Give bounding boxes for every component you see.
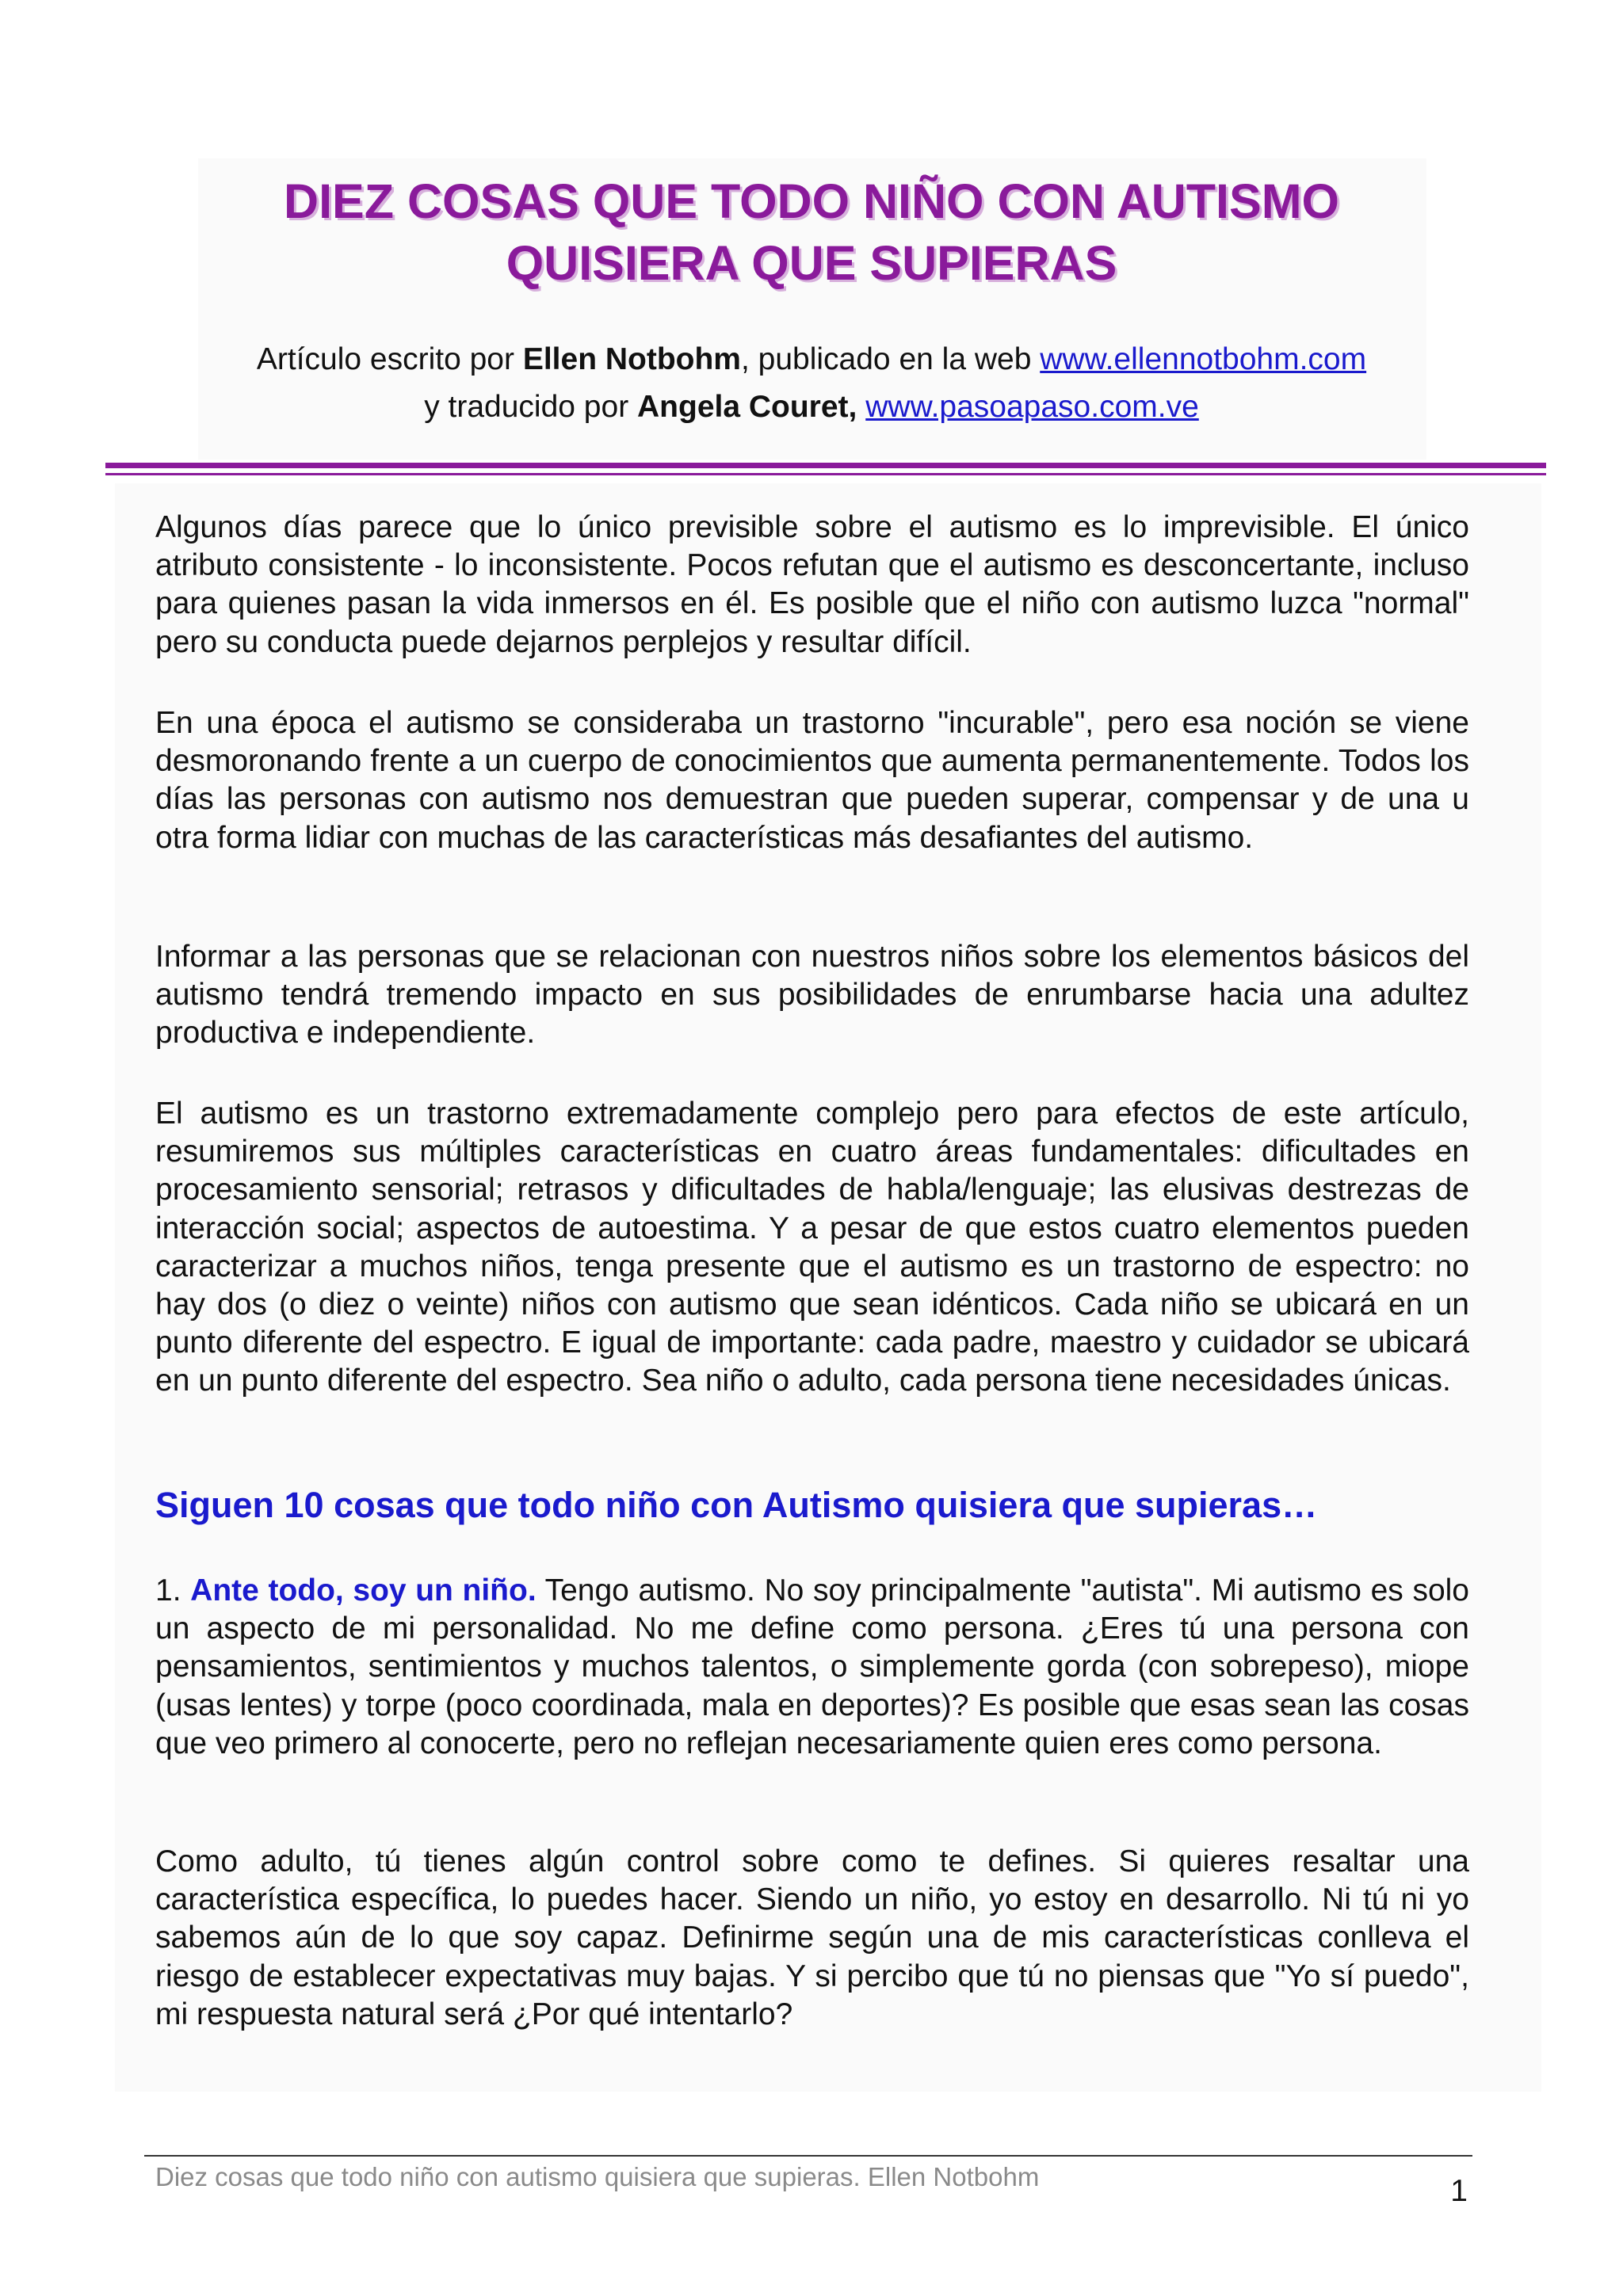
section-heading: Siguen 10 cosas que todo niño con Autismo quisiera que supieras… [155,1485,1318,1525]
translator-website-link[interactable]: www.pasoapaso.com.ve [865,390,1199,424]
header-divider-thin [105,473,1546,475]
footer-divider [144,2155,1472,2157]
author-website-link[interactable]: www.ellennotbohm.com [1040,342,1367,376]
translator-prefix: y traducido por [424,390,638,424]
paragraph-complex: El autismo es un trastorno extremadamente complejo pero para efectos de este artículo, resumiremos sus múltiples características en cuatro áreas fundamentales: dificultades en procesamiento sensorial; retrasos y dificultades de habla/lenguaje; las elusivas destrezas de interacción social; aspectos de autoestima. Y a pesar de que estos cuatro elementos pueden caracterizar a muchos niños, tenga presente que el autismo es un trastorno de espectro: no hay dos (o diez o veinte) niños con autismo que sean idénticos. Cada niño se ubicará en un punto diferente del espectro. E igual de importante: cada padre, maestro y cuidador se ubicará en un punto diferente del espectro. Sea niño o adulto, cada persona tiene necesidades únicas. [155,1097,1469,1398]
list-item-body: Tengo autismo. No soy principalmente "autista". Mi autismo es solo un aspecto de mi personalidad. No me define como persona. ¿Eres tú una persona con pensamientos, sentimientos y muchos talentos, o simplemente gorda (con sobrepeso), miope (usas lentes) y torpe (poco coordinada, mala en deportes)? Es posible que esas sean las cosas que veo primero al conocerte, pero no reflejan necesariamente quien eres como persona. [155,1573,1469,1760]
paragraph-inform: Informar a las personas que se relacionan con nuestros niños sobre los elementos básicos del autismo tendrá tremendo impacto en sus posibilidades de enrumbarse hacia una adultez productiva e independiente. [155,940,1469,1051]
byline-line-1 [103,336,1520,383]
author-name: Ellen Notbohm [522,342,741,376]
paragraph-incurable: En una época el autismo se consideraba un trastorno "incurable", pero esa noción se viene desmoronando frente a un cuerpo de conocimientos que aumenta permanentemente. Todos los días las personas con autismo nos demuestran que pueden superar, compensar y de una u otra forma lidiar con muchas de las características más desafiantes del autismo. [155,706,1469,855]
byline-prefix: Artículo escrito por [256,342,523,376]
list-item-lead: Ante todo, soy un niño. [190,1573,537,1608]
byline [103,336,1520,431]
byline-middle: , publicado en la web [740,342,1041,376]
document-title [103,170,1520,294]
translator-name: Angela Couret, [637,390,857,424]
paragraph-adult: Como adulto, tú tienes algún control sobre como te defines. Si quieres resaltar una característica específica, lo puedes hacer. Siendo un niño, yo estoy en desarrollo. Ni tú ni yo sabemos aún de lo que soy capaz. Definirme según una de mis características conlleva el riesgo de establecer expectativas muy bajas. Y si percibo que tú no piensas que "Yo sí puedo", mi respuesta natural será ¿Por qué intentarlo? [155,1844,1469,2031]
header-divider-thick [105,463,1546,468]
page-number: 1 [1450,2174,1468,2208]
footer-text: Diez cosas que todo niño con autismo quisiera que supieras. Ellen Notbohm [155,2162,1040,2191]
title-line-1: DIEZ COSAS QUE TODO NIÑO CON AUTISMO [284,174,1339,228]
list-item-1 [155,1572,1469,1763]
paragraph-intro: Algunos días parece que lo único previsible sobre el autismo es lo imprevisible. El único atributo consistente - lo inconsistente. Pocos refutan que el autismo es desconcertante, incluso para quienes pasan la vida inmersos en él. Es posible que el niño con autismo luzca "normal" pero su conducta puede dejarnos perplejos y resultar difícil. [155,510,1469,659]
byline-space [857,390,865,424]
list-item-number: 1. [155,1573,191,1608]
title-line-2: QUISIERA QUE SUPIERAS [506,236,1117,290]
byline-line-2 [103,383,1520,431]
